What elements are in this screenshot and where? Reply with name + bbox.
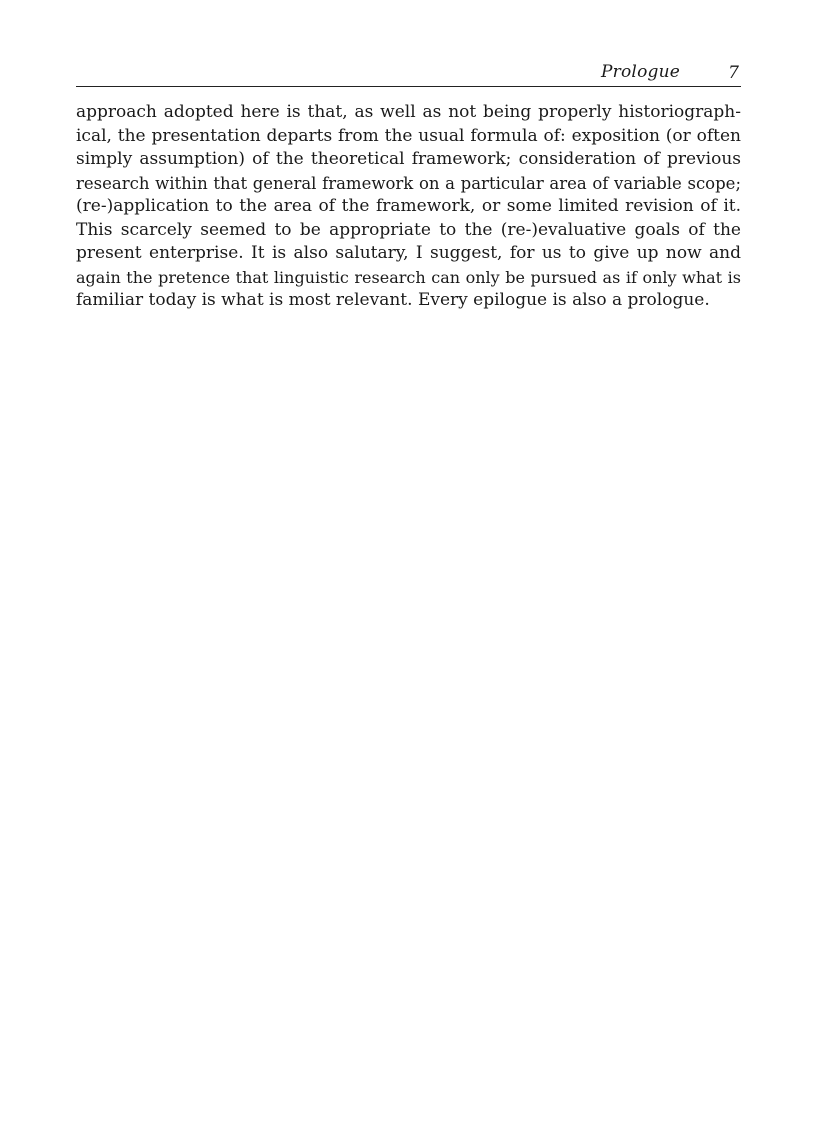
text-line: familiar today is what is most relevant. Every epilogue is also a prologue. (76, 290, 710, 310)
text-line: This scarcely seemed to be appropriate to the (re-)evaluative goals of the (76, 219, 741, 240)
text-line: simply assumption) of the theoretical framework; consideration of previous (76, 149, 741, 169)
text-line: research within that general framework on a particular area of variable scope; (76, 173, 741, 193)
text-line: again the pretence that linguistic research can only be pursued as if only what is (76, 267, 741, 287)
running-head (76, 60, 741, 87)
text-line: ical, the presentation departs from the usual formula of: exposition (or often (76, 125, 741, 146)
text-line: (re-)application to the area of the framework, or some limited revision of it. (76, 196, 741, 216)
page-number: 7 (728, 63, 739, 83)
running-title: Prologue (601, 62, 680, 82)
body-paragraph (76, 101, 741, 313)
text-line: approach adopted here is that, as well as not being properly historiograph- (76, 102, 741, 122)
text-line: present enterprise. It is also salutary, I suggest, for us to give up now and (76, 243, 741, 263)
